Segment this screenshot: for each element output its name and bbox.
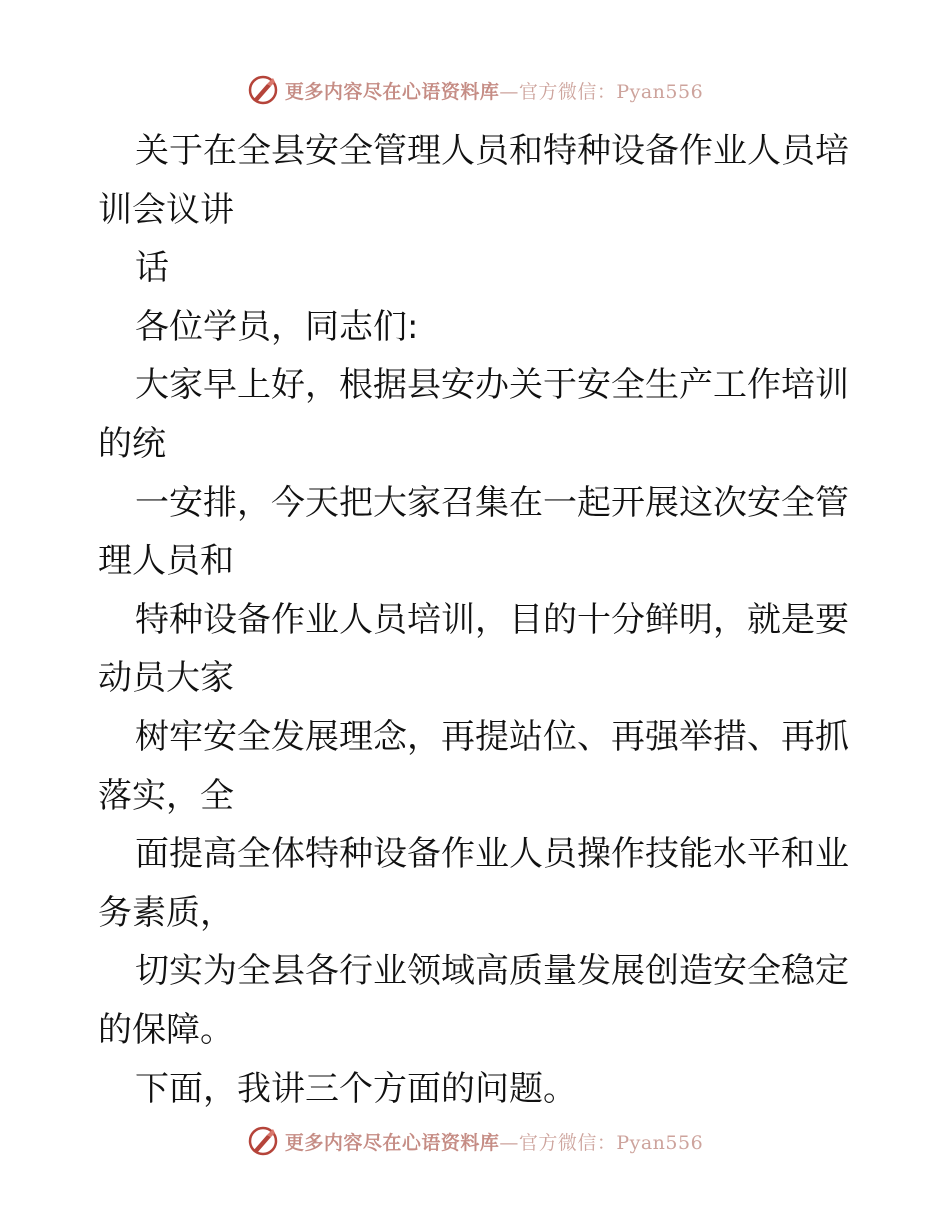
text-line: 切实为全县各行业领域高质量发展创造安全稳定 bbox=[135, 951, 849, 992]
watermark-title: 更多内容尽在心语资料库 bbox=[284, 1131, 500, 1154]
text-line: 树牢安全发展理念，再提站位、再强举措、再抓 bbox=[135, 716, 849, 757]
text-line: 话 bbox=[135, 248, 169, 289]
pen-logo-icon bbox=[247, 1125, 279, 1157]
text-line: 各位学员，同志们: bbox=[135, 306, 419, 347]
text-line: 动员大家 bbox=[98, 658, 234, 699]
text-line: 落实，全 bbox=[98, 775, 234, 816]
watermark-text bbox=[285, 1128, 703, 1155]
text-line: 的保障。 bbox=[98, 1009, 234, 1050]
text-line: 大家早上好，根据县安办关于安全生产工作培训 bbox=[135, 365, 849, 406]
watermark-text bbox=[285, 77, 703, 104]
text-line: 训会议讲 bbox=[98, 189, 234, 230]
footer-watermark bbox=[0, 1124, 950, 1158]
text-line: 理人员和 bbox=[98, 541, 234, 582]
text-line: 特种设备作业人员培训，目的十分鲜明，就是要 bbox=[135, 599, 849, 640]
watermark-contact: —官方微信：Pyan556 bbox=[499, 1131, 704, 1154]
text-line: 的统 bbox=[98, 423, 166, 464]
speech-body bbox=[98, 122, 858, 1118]
text-line: 一安排，今天把大家召集在一起开展这次安全管 bbox=[135, 482, 849, 523]
text-line: 务素质， bbox=[98, 892, 234, 933]
text-line: 下面，我讲三个方面的问题。 bbox=[135, 1068, 577, 1109]
header-watermark bbox=[0, 73, 950, 107]
watermark-contact: —官方微信：Pyan556 bbox=[499, 80, 704, 103]
pen-logo-icon bbox=[247, 74, 279, 106]
text-line: 面提高全体特种设备作业人员操作技能水平和业 bbox=[135, 834, 849, 875]
text-line: 关于在全县安全管理人员和特种设备作业人员培 bbox=[135, 131, 849, 171]
watermark-title: 更多内容尽在心语资料库 bbox=[284, 80, 500, 103]
